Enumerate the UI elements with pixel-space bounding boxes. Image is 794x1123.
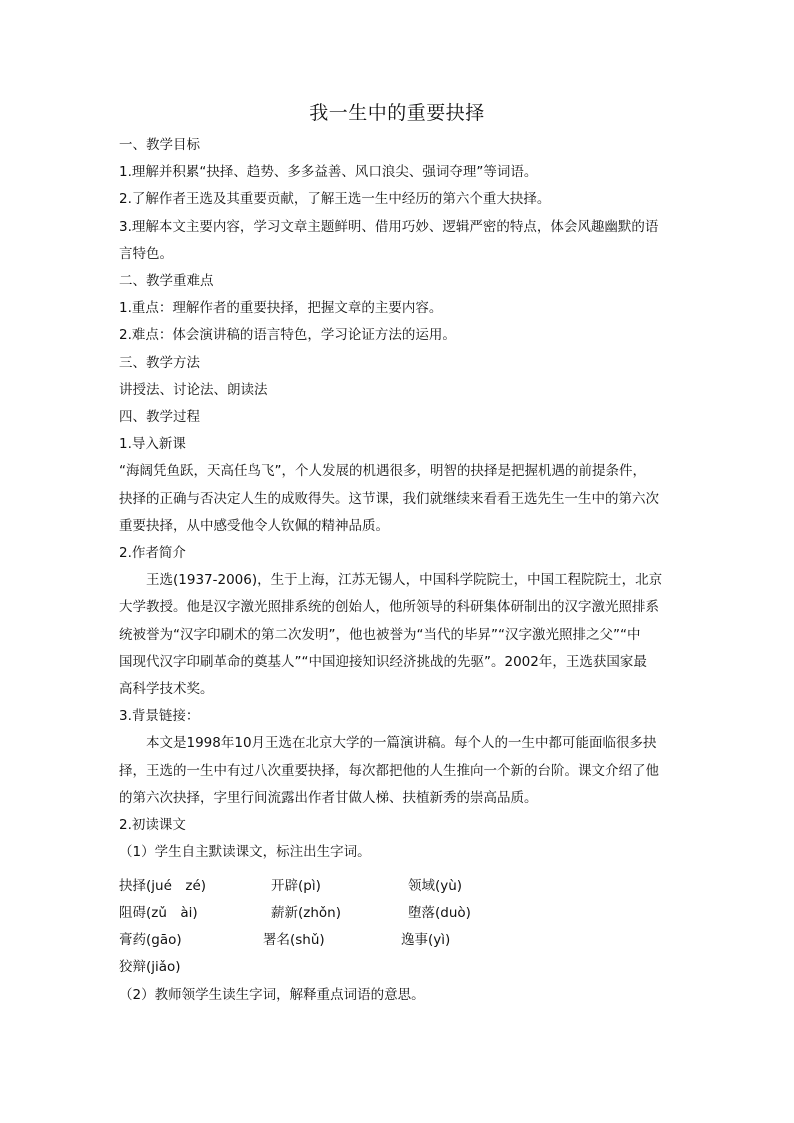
reading-step-2	[119, 982, 679, 1009]
section-heading: 三、教学方法	[119, 354, 200, 371]
paragraph-line: 高科学技术奖。	[119, 681, 214, 698]
vocab-item: 抉择(jué zé)	[119, 878, 207, 894]
page-title: 我一生中的重要抉择	[309, 102, 485, 124]
vocab-item: 开辟(pì)	[271, 878, 321, 894]
section-teaching-goals	[119, 132, 679, 866]
vocab-item: 署名(shǔ)	[263, 932, 325, 948]
section-heading: 二、教学重难点	[119, 273, 214, 290]
paragraph-line: 的第六次抉择，字里行间流露出作者甘做人梯、扶植新秀的崇高品质。	[119, 789, 538, 806]
subsection-heading: 3.背景链接：	[119, 708, 200, 725]
vocab-item: 薪新(zhǒn)	[271, 905, 341, 921]
vocab-item: 阻碍(zǔ ài)	[119, 905, 198, 921]
goal-item: 3.理解本文主要内容，学习文章主题鲜明、借用巧妙、逻辑严密的特点，体会风趣幽默的语	[119, 218, 659, 235]
vocab-item: 堕落(duò)	[408, 905, 471, 921]
vocab-item: 领域(yù)	[408, 878, 463, 894]
vocab-item: 狡辩(jiǎo)	[119, 959, 181, 975]
goal-item-continued: 言特色。	[119, 245, 173, 262]
paragraph-line: 择，王选的一生中有过八次重要抉择，每次都把他的人生推向一个新的台阶。课文介绍了他	[119, 762, 659, 779]
key-point-item: 1.重点：理解作者的重要抉择，把握文章的主要内容。	[119, 300, 443, 317]
key-point-item: 2.难点：体会演讲稿的语言特色，学习论证方法的运用。	[119, 327, 456, 344]
goal-item: 2.了解作者王选及其重要贡献，了解王选一生中经历的第六个重大抉择。	[119, 191, 551, 208]
subsection-heading: 2.作者简介	[119, 545, 186, 562]
vocab-item: 膏药(gāo)	[119, 932, 182, 948]
paragraph-line: 重要抉择，从中感受他令人钦佩的精神品质。	[119, 517, 389, 534]
vocab-item: 逸事(yì)	[401, 932, 451, 948]
paragraph-line: 国现代汉字印刷革命的奠基人”“中国迎接知识经济挑战的先驱”。2002年，王选获国家最	[119, 653, 647, 670]
paragraph-line: 大学教授。他是汉字激光照排系统的创始人，他所领导的科研集体研制出的汉字激光照排系	[119, 599, 659, 616]
step-line: （1）学生自主默读课文，标注出生字词。	[119, 844, 371, 861]
section-heading: 四、教学过程	[119, 409, 200, 426]
paragraph-line: “海阔凭鱼跃，天高任鸟飞”，个人发展的机遇很多，明智的抉择是把握机遇的前提条件，	[119, 463, 646, 480]
goal-item: 1.理解并积累“抉择、趋势、多多益善、风口浪尖、强词夺理”等词语。	[119, 164, 538, 181]
paragraph-line: 本文是1998年10月王选在北京大学的一篇演讲稿。每个人的一生中都可能面临很多抉	[146, 735, 657, 752]
paragraph-line: 王选(1937-2006)，生于上海，江苏无锡人，中国科学院院士，中国工程院院士，北京	[146, 572, 663, 589]
paragraph-line: 统被誉为“汉字印刷术的第二次发明”，他也被誉为“当代的毕昇”“汉字激光照排之父”“中	[119, 626, 641, 643]
step-line: （2）教师领学生读生字词，解释重点词语的意思。	[119, 987, 425, 1003]
paragraph-line: 抉择的正确与否决定人生的成败得失。这节课，我们就继续来看看王选先生一生中的第六次	[119, 490, 659, 507]
subsection-heading: 1.导入新课	[119, 436, 186, 453]
section-heading: 一、教学目标	[119, 137, 200, 153]
method-item: 讲授法、讨论法、朗读法	[119, 381, 268, 398]
subsection-heading: 2.初读课文	[119, 817, 186, 834]
